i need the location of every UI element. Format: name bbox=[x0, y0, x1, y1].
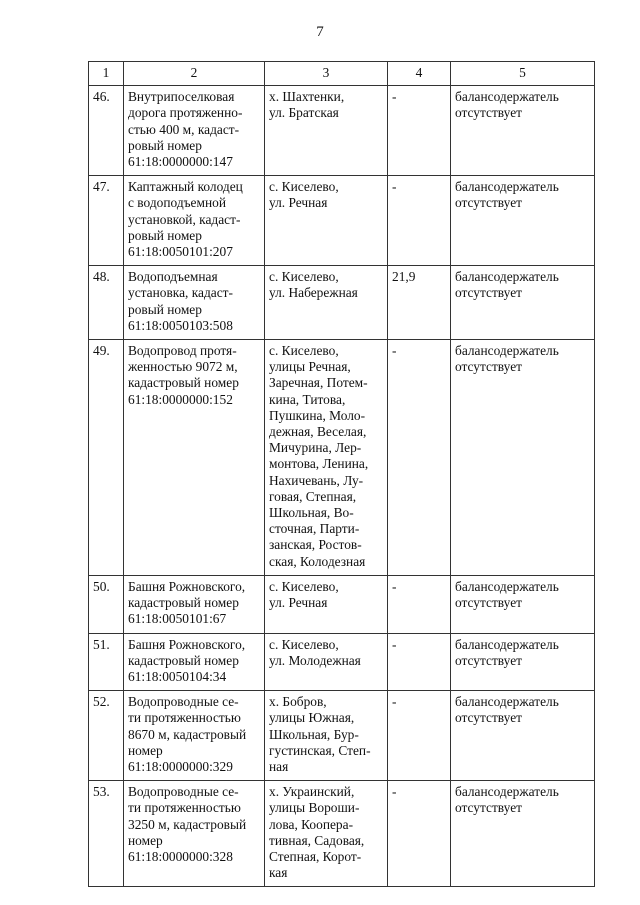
table-row bbox=[89, 691, 595, 781]
object-name: Водопровод протя- женностью 9072 м, кадастровый номер 61:18:0000000:152 bbox=[124, 340, 265, 576]
object-area: - bbox=[388, 781, 451, 887]
object-name: Башня Рожновского, кадастровый номер 61:18:0050101:67 bbox=[124, 575, 265, 633]
object-name: Водопроводные се- ти протяженностью 8670 м, кадастровый номер 61:18:0000000:329 bbox=[124, 691, 265, 781]
column-header-1: 1 bbox=[89, 62, 124, 86]
object-address: х. Украинский, улицы Вороши- лова, Коопера- тивная, Садовая, Степная, Корот- кая bbox=[265, 781, 388, 887]
table-header bbox=[89, 62, 595, 86]
object-name: Водопроводные се- ти протяженностью 3250 м, кадастровый номер 61:18:0000000:328 bbox=[124, 781, 265, 887]
property-table bbox=[88, 61, 595, 887]
balance-holder: балансодержатель отсутствует bbox=[451, 266, 595, 340]
row-number: 47. bbox=[89, 176, 124, 266]
object-name: Каптажный колодец с водоподъемной установкой, кадаст- ровый номер 61:18:0050101:207 bbox=[124, 176, 265, 266]
object-area: - bbox=[388, 340, 451, 576]
balance-holder: балансодержатель отсутствует bbox=[451, 691, 595, 781]
table-row bbox=[89, 176, 595, 266]
row-number: 51. bbox=[89, 633, 124, 691]
balance-holder: балансодержатель отсутствует bbox=[451, 781, 595, 887]
object-area: - bbox=[388, 691, 451, 781]
object-address: х. Шахтенки, ул. Братская bbox=[265, 86, 388, 176]
row-number: 49. bbox=[89, 340, 124, 576]
column-header-3: 3 bbox=[265, 62, 388, 86]
column-header-5: 5 bbox=[451, 62, 595, 86]
object-area: - bbox=[388, 633, 451, 691]
page-number: 7 bbox=[316, 24, 324, 40]
table-row bbox=[89, 266, 595, 340]
object-address: с. Киселево, ул. Речная bbox=[265, 176, 388, 266]
object-address: х. Бобров, улицы Южная, Школьная, Бур- густинская, Степ- ная bbox=[265, 691, 388, 781]
object-name: Внутрипоселковая дорога протяженно- стью 400 м, кадаст- ровый номер 61:18:0000000:147 bbox=[124, 86, 265, 176]
balance-holder: балансодержатель отсутствует bbox=[451, 575, 595, 633]
table-row bbox=[89, 575, 595, 633]
object-area: - bbox=[388, 575, 451, 633]
header-row bbox=[89, 62, 595, 86]
object-area: 21,9 bbox=[388, 266, 451, 340]
object-address: с. Киселево, улицы Речная, Заречная, Потем- кина, Титова, Пушкина, Моло- дежная, Веселая, Мичурина, Лер- монтова, Ленина, Нахичевань, Лу- говая, Степная, Школьная, Во- сточная, Парти- занская, Ростов- ская, Колодезная bbox=[265, 340, 388, 576]
object-address: с. Киселево, ул. Набережная bbox=[265, 266, 388, 340]
row-number: 46. bbox=[89, 86, 124, 176]
object-name: Башня Рожновского, кадастровый номер 61:18:0050104:34 bbox=[124, 633, 265, 691]
table-row bbox=[89, 633, 595, 691]
object-area: - bbox=[388, 176, 451, 266]
object-address: с. Киселево, ул. Молодежная bbox=[265, 633, 388, 691]
column-header-2: 2 bbox=[124, 62, 265, 86]
balance-holder: балансодержатель отсутствует bbox=[451, 86, 595, 176]
table-row bbox=[89, 340, 595, 576]
row-number: 52. bbox=[89, 691, 124, 781]
column-header-4: 4 bbox=[388, 62, 451, 86]
balance-holder: балансодержатель отсутствует bbox=[451, 340, 595, 576]
row-number: 48. bbox=[89, 266, 124, 340]
row-number: 53. bbox=[89, 781, 124, 887]
object-area: - bbox=[388, 86, 451, 176]
row-number: 50. bbox=[89, 575, 124, 633]
table-row bbox=[89, 86, 595, 176]
object-address: с. Киселево, ул. Речная bbox=[265, 575, 388, 633]
object-name: Водоподъемная установка, кадаст- ровый номер 61:18:0050103:508 bbox=[124, 266, 265, 340]
balance-holder: балансодержатель отсутствует bbox=[451, 176, 595, 266]
table-row bbox=[89, 781, 595, 887]
table-body bbox=[89, 86, 595, 887]
balance-holder: балансодержатель отсутствует bbox=[451, 633, 595, 691]
